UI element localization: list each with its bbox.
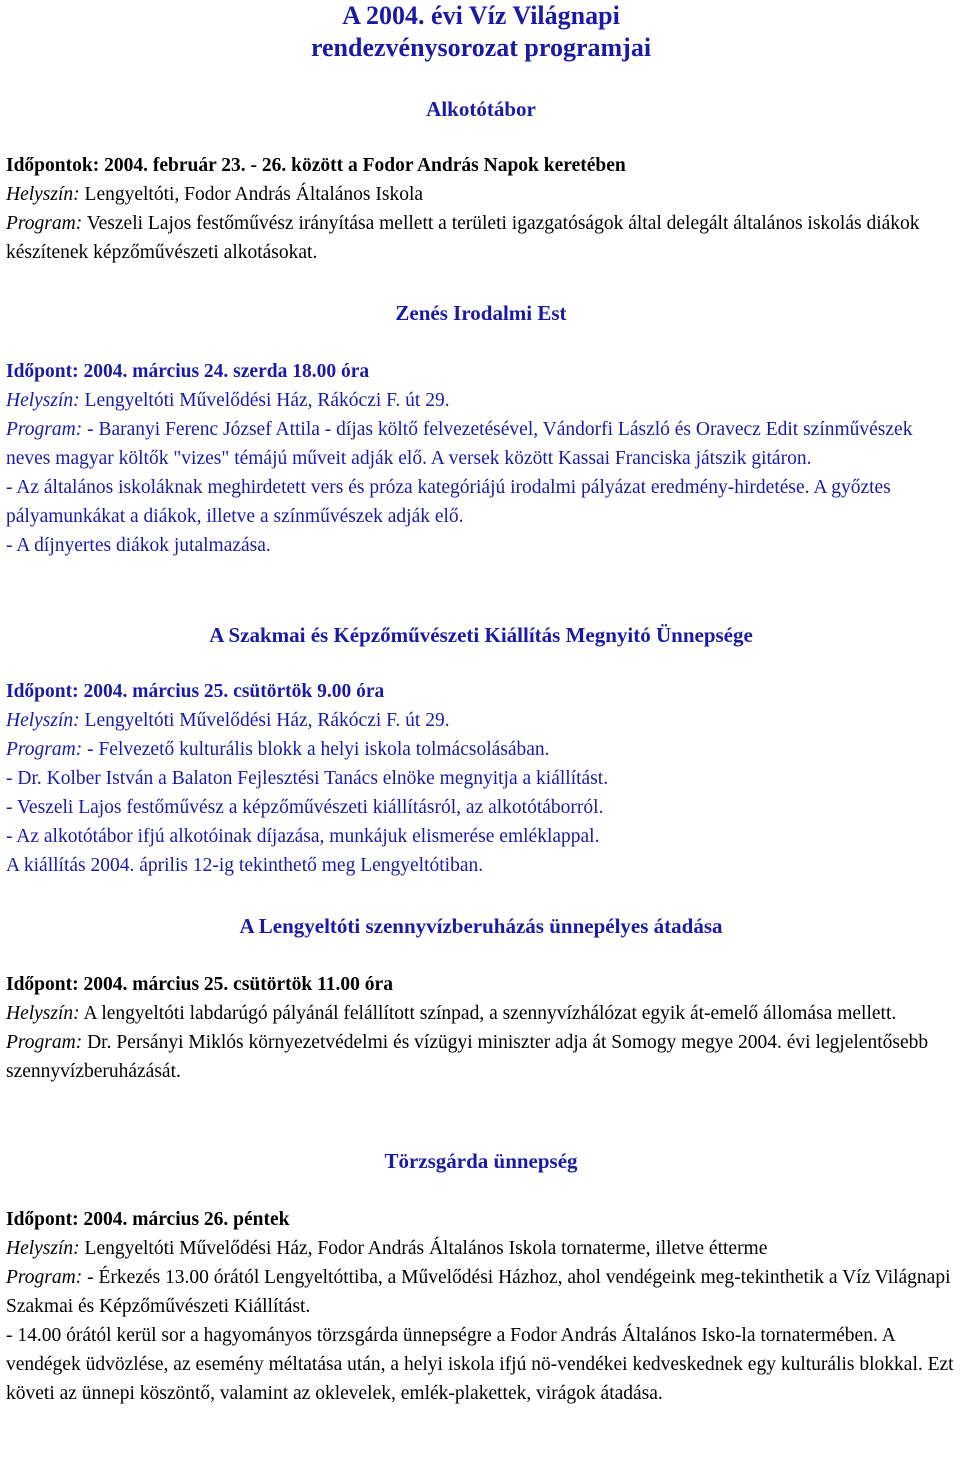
program-line: - Érkezés 13.00 órától Lengyeltóttiba, a Művelődési Házhoz, ahol vendégeink meg-tekinthetik a Víz Világnapi Szakmai és Képzőművészeti Kiállítást.: [6, 1267, 951, 1317]
program-line: - Dr. Kolber István a Balaton Fejlesztési Tanács elnöke megnyitja a kiállítást.: [6, 768, 609, 789]
time-label: Időpont:: [6, 1209, 79, 1230]
time-value: 2004. március 25. csütörtök 9.00 óra: [83, 681, 385, 702]
time-label: Időpont:: [6, 681, 79, 702]
place-label: Helyszín:: [6, 390, 80, 411]
program-line: - Az alkotótábor ifjú alkotóinak díjazása, munkájuk elismerése emléklappal.: [6, 826, 600, 847]
place-label: Helyszín:: [6, 1003, 80, 1024]
program-label: Program:: [6, 1032, 83, 1053]
place-label: Helyszín:: [6, 710, 80, 731]
place-row: [6, 180, 956, 209]
section-heading-torzsgarda: Törzsgárda ünnepség: [384, 1149, 578, 1173]
program-line: - A díjnyertes diákok jutalmazása.: [6, 535, 271, 556]
place-row: [6, 1234, 956, 1263]
place-value: A lengyeltóti labdarúgó pályánál felállított színpad, a szennyvízhálózat egyik át-emelő állomása mellett.: [83, 1003, 897, 1024]
program-line: - Felvezető kulturális blokk a helyi iskola tolmácsolásában.: [87, 739, 550, 760]
section-kiallitas: [6, 677, 956, 880]
program-label: Program:: [6, 739, 83, 760]
program-line: - Az általános iskoláknak meghirdetett vers és próza kategóriájú irodalmi pályázat eredmény-hirdetése. A győztes pályamunkákat a diákok, illetve a színművészek adják elő.: [6, 477, 891, 527]
section-irodalmi-est: [6, 357, 956, 560]
time-label: Időpontok:: [6, 155, 100, 176]
time-row: [6, 357, 956, 386]
time-value: 2004. március 26. péntek: [83, 1209, 290, 1230]
place-row: [6, 999, 956, 1028]
section-heading-kiallitas: A Szakmai és Képzőművészeti Kiállítás Megnyitó Ünnepsége: [209, 623, 753, 647]
program-line: A kiállítás 2004. április 12-ig tekinthető meg Lengyeltótiban.: [6, 855, 484, 876]
time-row: [6, 970, 956, 999]
time-value: 2004. március 24. szerda 18.00 óra: [83, 361, 370, 382]
program-row: [6, 735, 956, 764]
place-value: Lengyeltóti Művelődési Ház, Fodor András Általános Iskola tornaterme, illetve étterme: [84, 1238, 768, 1259]
time-row: [6, 151, 956, 180]
program-line: - 14.00 órától kerül sor a hagyományos törzsgárda ünnepségre a Fodor András Általános Isko-la tornatermében. A vendégek üdvözlése, az esemény méltatása után, a helyi iskola ifjú nö-vendékei kedveskednek egy kulturális blokkal. Ezt követi az ünnepi köszöntő, valamint az oklevelek, emlék-plakettek, virágok átadása.: [6, 1325, 954, 1404]
time-label: Időpont:: [6, 361, 79, 382]
time-label: Időpont:: [6, 974, 79, 995]
section-heading-alkototabor: Alkotótábor: [426, 97, 536, 121]
section-heading-irodalmi-est: Zenés Irodalmi Est: [395, 301, 567, 325]
program-line: - Veszeli Lajos festőművész a képzőművészeti kiállításról, az alkotótáborról.: [6, 797, 604, 818]
place-label: Helyszín:: [6, 184, 80, 205]
program-text: Veszeli Lajos festőművész irányítása mellett a területi igazgatóságok által delegált általános iskolás diákok készítenek képzőművészeti alkotásokat.: [6, 213, 920, 263]
program-text: Dr. Persányi Miklós környezetvédelmi és vízügyi miniszter adja át Somogy megye 2004. évi legjelentősebb szennyvízberuházását.: [6, 1032, 929, 1082]
program-label: Program:: [6, 1267, 83, 1288]
place-label: Helyszín:: [6, 1238, 80, 1259]
document-title-line-1: A 2004. évi Víz Világnapi: [342, 1, 620, 30]
time-value: 2004. március 25. csütörtök 11.00 óra: [83, 974, 393, 995]
time-value: 2004. február 23. - 26. között a Fodor András Napok keretében: [104, 155, 626, 176]
section-torzsgarda: [6, 1205, 956, 1408]
program-line: - Baranyi Ferenc József Attila - díjas költő felvezetésével, Vándorfi László és Oravecz Edit színművészek neves magyar költők "vizes" témájú műveit adják elő. A versek között Kassai Franciska játszik gitáron.: [6, 419, 913, 469]
place-row: [6, 706, 956, 735]
place-row: [6, 386, 956, 415]
document-title-line-2: rendezvénysorozat programjai: [310, 33, 652, 62]
time-row: [6, 677, 956, 706]
section-heading-szennyviz: A Lengyeltóti szennyvízberuházás ünnepélyes átadása: [239, 914, 723, 938]
program-label: Program:: [6, 213, 83, 234]
program-label: Program:: [6, 419, 83, 440]
time-row: [6, 1205, 956, 1234]
program-row: [6, 415, 956, 473]
section-szennyviz: [6, 970, 956, 1086]
place-value: Lengyeltóti, Fodor András Általános Iskola: [84, 184, 424, 205]
place-value: Lengyeltóti Művelődési Ház, Rákóczi F. út 29.: [84, 710, 450, 731]
program-row: [6, 209, 956, 267]
place-value: Lengyeltóti Művelődési Ház, Rákóczi F. út 29.: [84, 390, 450, 411]
program-row: [6, 1263, 956, 1321]
section-alkototabor: [6, 151, 956, 267]
program-row: [6, 1028, 956, 1086]
